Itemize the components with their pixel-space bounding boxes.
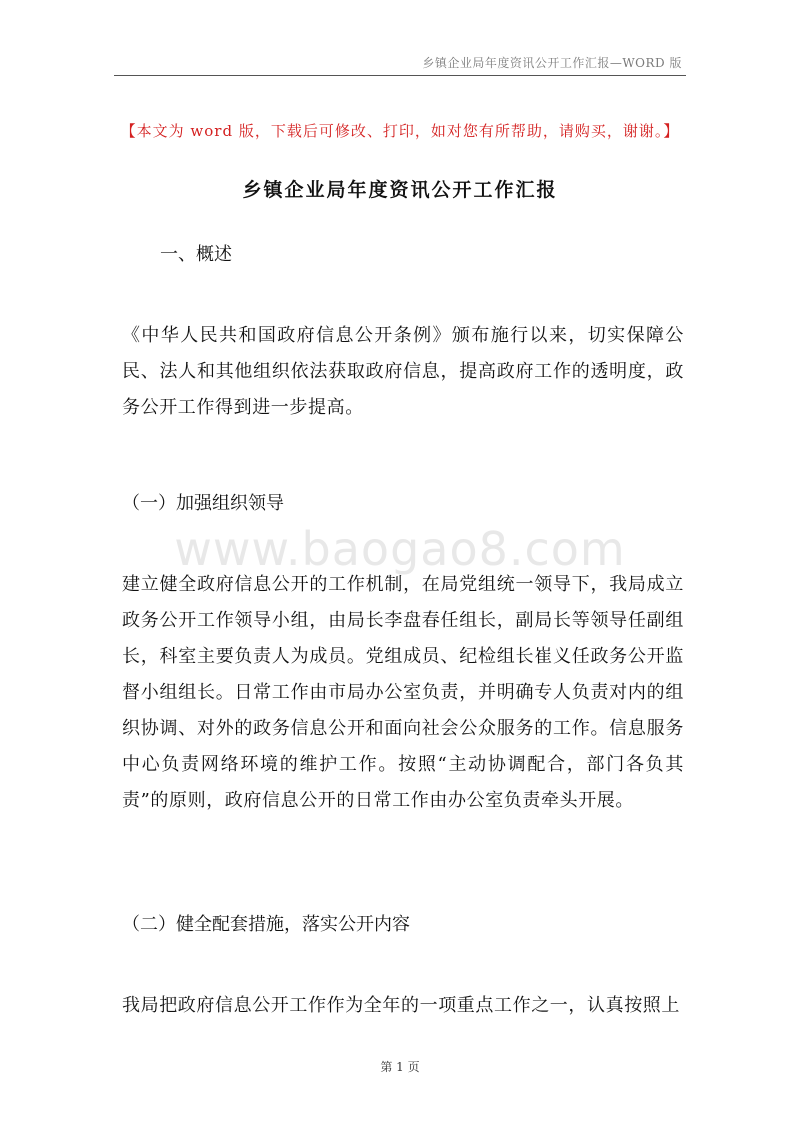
watermark: www.baogao8.com — [174, 522, 626, 576]
download-notice: 【本文为 word 版，下载后可修改、打印，如对您有所帮助，请购买，谢谢。】 — [120, 122, 680, 140]
overview-paragraph: 《中华人民共和国政府信息公开条例》颁布施行以来，切实保障公民、法人和其他组织依法获取政府信息，提高政府工作的透明度，政务公开工作得到进一步提高。 — [122, 325, 684, 418]
section-1-paragraph: 建立健全政府信息公开的工作机制，在局党组统一领导下，我局成立政务公开工作领导小组，由局长李盘春任组长，副局长等领导任副组长，科室主要负责人为成员。党组成员、纪检组长崔义任政务公开监督小组组长。日常工作由市局办公室负责，并明确专人负责对内的组织协调、对外的政务信息公开和面向社会公众服务的工作。信息服务中心负责网络环境的维护工作。按照“主动协调配合，部门各负其责”的原则，政府信息公开的日常工作由办公室负责牵头开展。 — [122, 574, 684, 811]
section-1-heading: （一）加强组织领导 — [122, 493, 284, 514]
document-title: 乡镇企业局年度资讯公开工作汇报 — [242, 179, 558, 201]
section-2-heading: （二）健全配套措施，落实公开内容 — [122, 914, 410, 935]
running-header: 乡镇企业局年度资讯公开工作汇报—WORD 版 — [422, 56, 682, 70]
overview-heading: 一、概述 — [160, 244, 232, 265]
section-2-paragraph: 我局把政府信息公开工作作为全年的一项重点工作之一，认真按照上 — [122, 995, 680, 1016]
header-divider — [114, 75, 686, 76]
page-number: 第 1 页 — [380, 1060, 420, 1074]
